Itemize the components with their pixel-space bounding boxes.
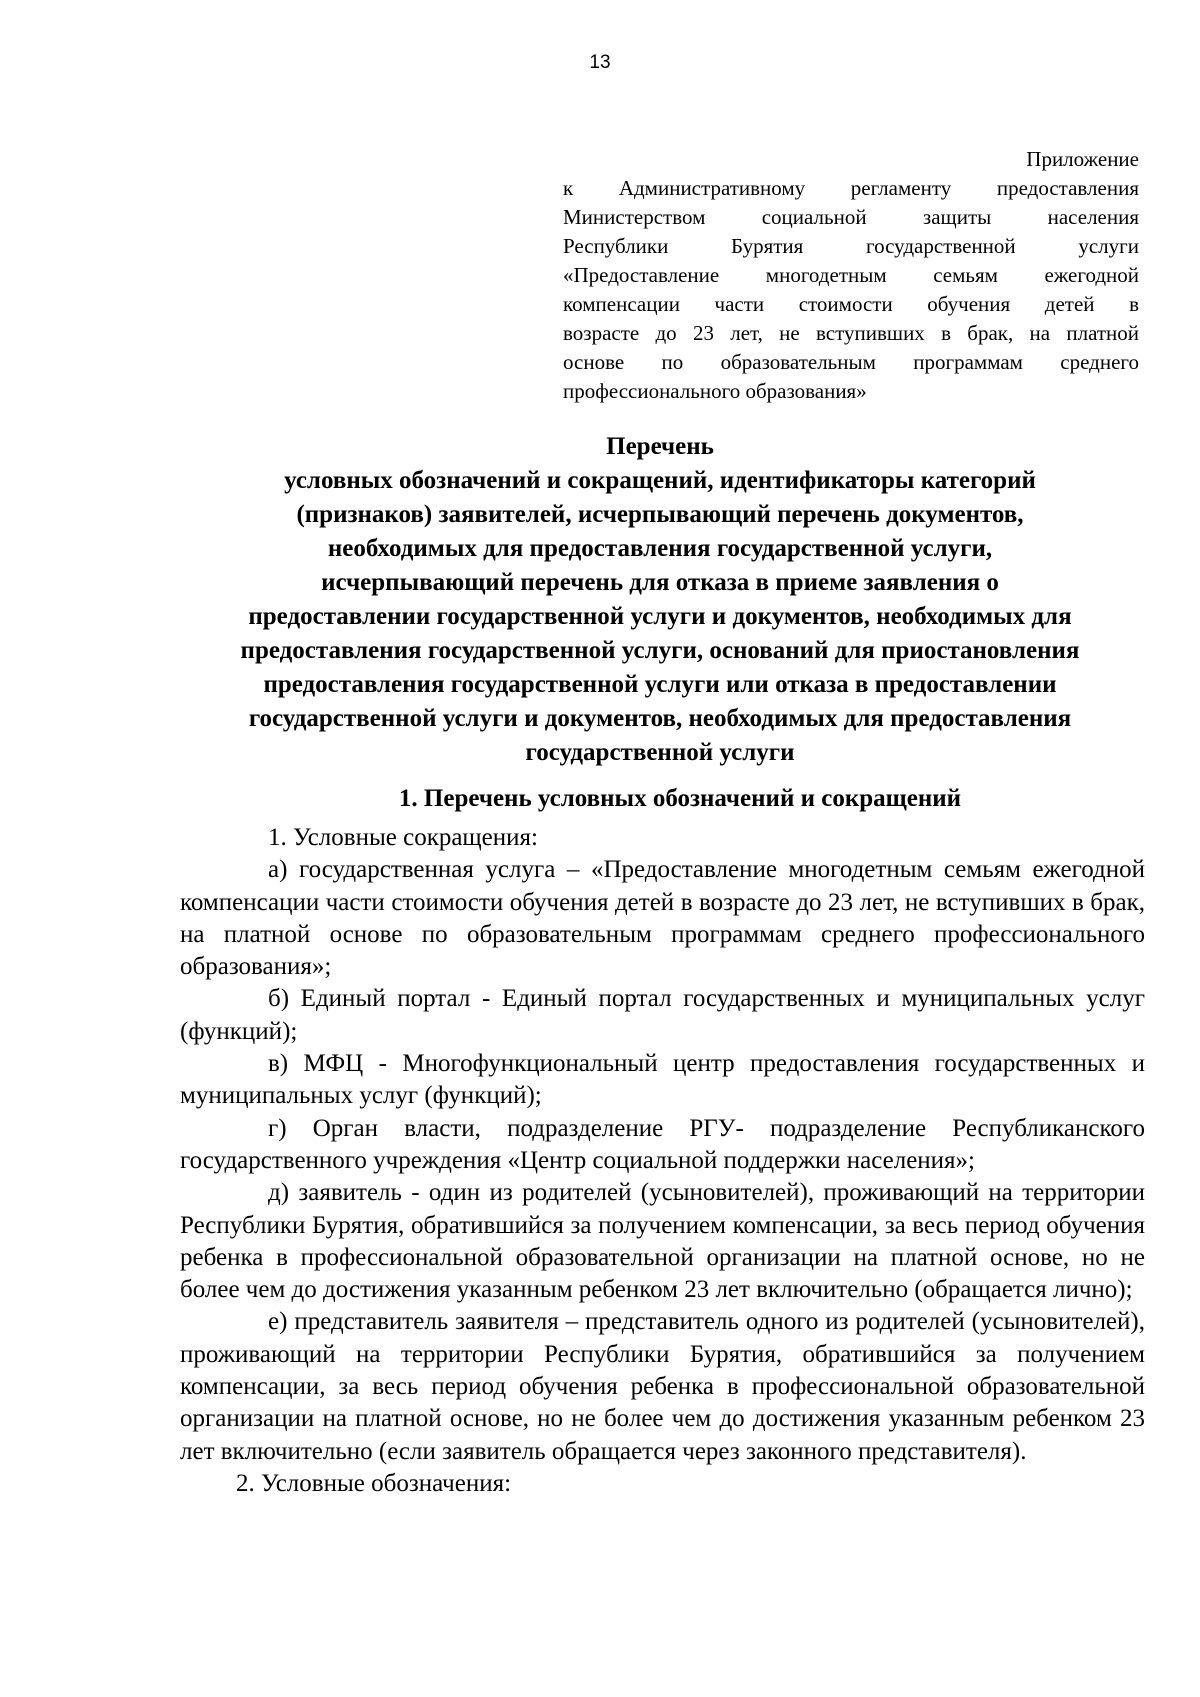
paragraph: 1. Условные сокращения: bbox=[268, 824, 538, 851]
paragraph: г) Орган власти, подразделение РГУ- подразделение Республиканского государственного учреждения «Центр социальной поддержки населения»; bbox=[180, 1114, 1145, 1174]
document-body bbox=[180, 822, 1145, 1500]
title-line: исчерпывающий перечень для отказа в приеме заявления о bbox=[321, 569, 999, 596]
appendix-line: основе по образовательным программам среднего bbox=[563, 350, 1139, 374]
paragraph: е) представитель заявителя – представитель одного из родителей (усыновителей), проживающий на территории Республики Бурятия, обратившийся за получением компенсации, за весь период обучения ребенка в профессиональной образовательной организации на платной основе, но не более чем до достижения указанным ребенком 23 лет включительно (если заявитель обращается через законного представителя). bbox=[180, 1308, 1145, 1465]
page-number: 13 bbox=[589, 52, 611, 73]
paragraph: а) государственная услуга – «Предоставление многодетным семьям ежегодной компенсации части стоимости обучения детей в возрасте до 23 лет, не вступивших в брак, на платной основе по образовательным программам среднего профессионального образования»; bbox=[180, 856, 1145, 981]
title-line: условных обозначений и сокращений, идентификаторы категорий bbox=[284, 467, 1036, 494]
paragraph: в) МФЦ - Многофункциональный центр предоставления государственных и муниципальных услуг (функций); bbox=[180, 1050, 1145, 1110]
appendix-line: возрасте до 23 лет, не вступивших в брак, на платной bbox=[563, 321, 1139, 345]
paragraph: 2. Условные обозначения: bbox=[236, 1469, 512, 1497]
title-line: государственной услуги bbox=[525, 739, 795, 766]
title-line: государственной услуги и документов, необходимых для предоставления bbox=[248, 705, 1072, 732]
appendix-line: Министерством социальной защиты населения bbox=[563, 205, 1139, 229]
title-line: предоставления государственной услуги, оснований для приостановления bbox=[240, 637, 1080, 664]
paragraph: б) Единый портал - Единый портал государственных и муниципальных услуг (функций); bbox=[180, 985, 1145, 1045]
document-title bbox=[160, 430, 1160, 770]
section-heading: 1. Перечень условных обозначений и сокращений bbox=[398, 785, 962, 812]
title-line: Перечень bbox=[606, 433, 714, 460]
appendix-line: профессионального образования» bbox=[563, 379, 867, 403]
appendix-line: компенсации части стоимости обучения детей в bbox=[563, 292, 1139, 316]
title-line: предоставления государственной услуги или отказа в предоставлении bbox=[263, 671, 1057, 698]
appendix-line: «Предоставление многодетным семьям ежегодной bbox=[563, 263, 1139, 287]
title-line: предоставлении государственной услуги и документов, необходимых для bbox=[248, 603, 1072, 630]
title-line: (признаков) заявителей, исчерпывающий перечень документов, bbox=[296, 501, 1024, 528]
paragraph: д) заявитель - один из родителей (усыновителей), проживающий на территории Республики Бурятия, обратившийся за получением компенсации, за весь период обучения ребенка в профессиональной образовательной организации на платной основе, но не более чем до достижения указанным ребенком 23 лет включительно (обращается лично); bbox=[180, 1179, 1145, 1304]
appendix-block bbox=[563, 145, 1139, 406]
title-line: необходимых для предоставления государственной услуги, bbox=[327, 535, 993, 562]
appendix-title: Приложение bbox=[1026, 147, 1139, 171]
appendix-line: к Административному регламенту предоставления bbox=[563, 176, 1139, 200]
appendix-line: Республики Бурятия государственной услуги bbox=[563, 234, 1139, 258]
